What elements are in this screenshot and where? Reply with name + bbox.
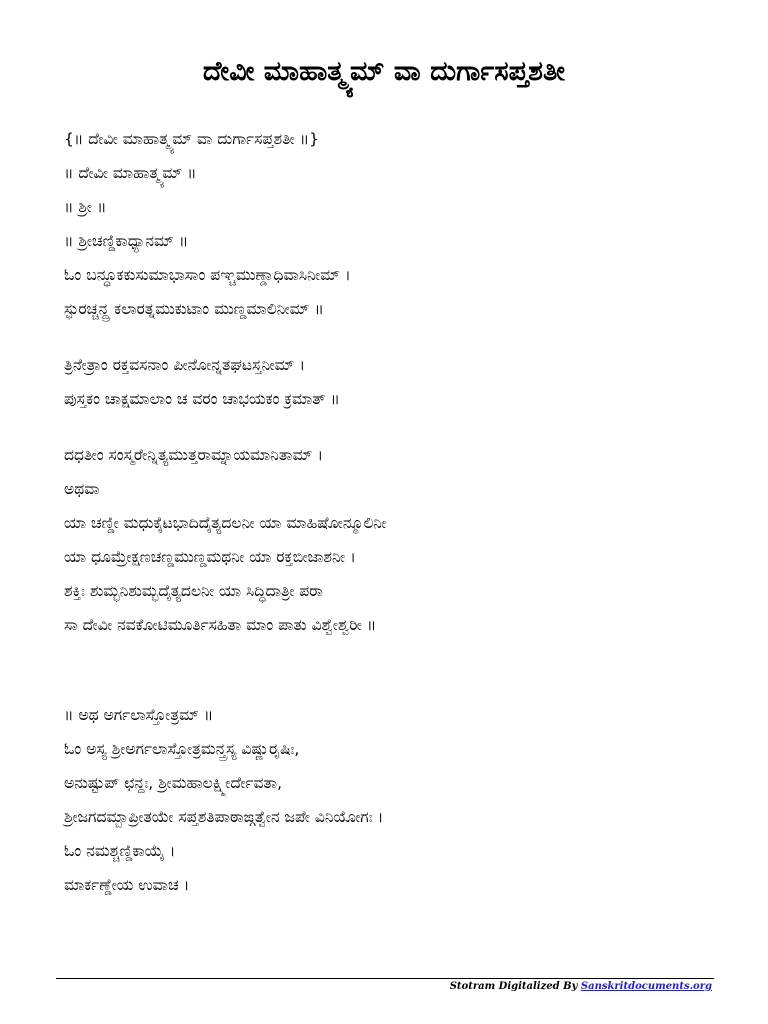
footer-credit-link[interactable]: Sanskritdocuments.org	[580, 981, 712, 992]
verse-line: ಸಾ ದೇವೀ ನವಕೋಟಿಮೂರ್ತಿಸಹಿತಾ ಮಾಂ ಪಾತು ವಿಶ್ವೇಶ್ವರೀ ॥	[64, 616, 377, 634]
verse-line: ಓಂ ಅಸ್ಯ ಶ್ರೀಅರ್ಗಲಾಸ್ತೋತ್ರಮನ್ತ್ರಸ್ಯ ವಿಷ್ಣುರೃಷಿಃ,	[64, 740, 300, 758]
verse-line: ಓಂ ಬನ್ಧೂಕಕುಸುಮಾಭಾಸಾಂ ಪಞ್ಚಮುಣ್ಡಾಧಿವಾಸಿನೀಮ್ ।	[64, 266, 351, 284]
verse-line: ದಧತೀಂ ಸಂಸ್ಮರೇನ್ನಿತ್ಯಮುತ್ತರಾಮ್ನಾಯಮಾನಿತಾಮ್ ।	[64, 446, 324, 464]
verse-line: ಮಾರ್ಕಣ್ಡೇಯ ಉವಾಚ ।	[64, 876, 190, 894]
heading-line: ॥ ದೇವೀ ಮಾಹಾತ್ಮ್ಯಮ್ ॥	[64, 164, 197, 182]
section-gap	[64, 642, 744, 698]
verse-line: ಶಕ್ತಿಃ ಶುಮ್ಭನಿಶುಮ್ಭದೈತ್ಯದಲನೀ ಯಾ ಸಿದ್ಧಿದಾತ್ರೀ ಪರಾ	[64, 582, 323, 600]
footer-credit	[450, 980, 712, 994]
verse-line: ಸ್ಫುರಚ್ಚನ್ದ್ರ ಕಲಾರತ್ನಮುಕುಟಾಂ ಮುಣ್ಡಮಾಲಿನೀಮ್ ॥	[64, 300, 324, 318]
heading-line: ॥ ಅಥ ಅರ್ಗಲಾಸ್ತೋತ್ರಮ್ ॥	[64, 706, 214, 724]
verse-line: ಶ್ರೀಜಗದಮ್ಬಾಪ್ರೀತಯೇ ಸಪ್ತಶತಿಪಾಠಾಙ್ಗತ್ವೇನ ಜಪೇ ವಿನಿಯೋಗಃ ।	[64, 808, 384, 826]
footer-credit-label: Stotram Digitalized By	[449, 981, 581, 992]
verse-line: ತ್ರಿನೇತ್ರಾಂ ರಕ್ತವಸನಾಂ ಪೀನೋನ್ನತಘಟಸ್ತನೀಮ್ ।	[64, 356, 306, 374]
stanza-gap	[64, 416, 744, 438]
verse-line: ಪುಸ್ತಕಂ ಚಾಕ್ಷಮಾಲಾಂ ಚ ವರಂ ಚಾಭಯಕಂ ಕ್ರಮಾತ್ ॥	[64, 390, 340, 408]
verse-line: ಅಥವಾ	[64, 480, 100, 498]
verse-line: ಯಾ ಚಣ್ಡೀ ಮಧುಕೈಟಭಾದಿದೈತ್ಯದಲನೀ ಯಾ ಮಾಹಿಷೋನ್ಮೂಲಿನೀ	[64, 514, 387, 532]
verse-line: ಅನುಷ್ಟುಪ್ ಛನ್ದಃ, ಶ್ರೀಮಹಾಲಕ್ಷ್ಮೀರ್ದೇವತಾ,	[64, 774, 283, 792]
heading-line: ॥ ಶ್ರೀಚಣ್ಡಿಕಾಧ್ಯಾನಮ್ ॥	[64, 232, 189, 250]
verse-line: ಯಾ ಧೂಮ್ರೇಕ್ಷಣಚಣ್ಡಮುಣ್ಡಮಥನೀ ಯಾ ರಕ್ತಬೀಜಾಶನೀ ।	[64, 548, 356, 566]
heading-line: ॥ ಶ್ರೀ ॥	[64, 198, 107, 216]
stanza-gap	[64, 326, 744, 348]
verse-line: ಓಂ ನಮಶ್ಚಣ್ಡಿಕಾಯೈ ।	[64, 842, 176, 860]
page-title: ದೇವೀ ಮಾಹಾತ್ಮ್ಯಮ್ ವಾ ದುರ್ಗಾಸಪ್ತಶತೀ	[202, 56, 566, 87]
verse-body	[64, 122, 744, 902]
heading-line: {॥ ದೇವೀ ಮಾಹಾತ್ಮ್ಯಮ್ ವಾ ದುರ್ಗಾಸಪ್ತಶತೀ ॥}	[64, 130, 319, 148]
footer-divider	[56, 978, 714, 979]
